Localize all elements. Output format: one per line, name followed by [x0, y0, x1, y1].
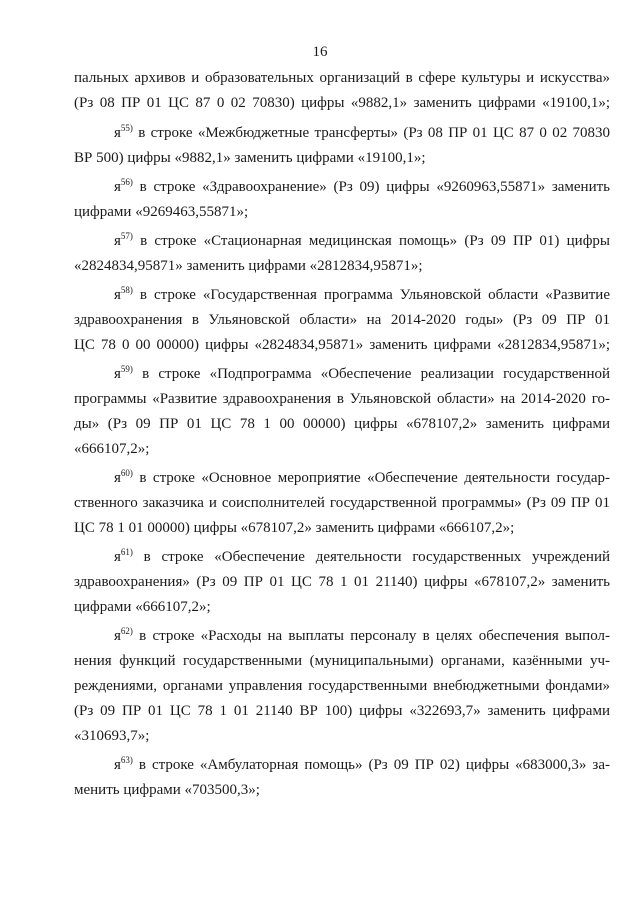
- text-line: здравоохранения» (Рз 09 ПР 01 ЦС 78 1 01 21140) цифры «678107,2» заменить: [74, 574, 610, 590]
- item-number: 62): [120, 626, 133, 636]
- text-line: цифрами «666107,2»;: [74, 599, 211, 615]
- item-59-line: $я^{59)}$ в строке «Подпрограмма «Обеспечение реализации государственной: [114, 364, 610, 382]
- item-number: 61): [120, 547, 133, 557]
- item-60-line: $я^{60)}$ в строке «Основное мероприятие «Обеспечение деятельности государ-: [114, 468, 610, 486]
- text-line: «310693,7»;: [74, 728, 150, 744]
- text-line: (Рз 08 ПР 01 ЦС 87 0 02 70830) цифры «9882,1» заменить цифрами «19100,1»;: [74, 95, 610, 111]
- item-number: 63): [120, 755, 133, 765]
- item-number: 59): [120, 364, 133, 374]
- text-line: менить цифрами «703500,3»;: [74, 782, 260, 798]
- text-line: ственного заказчика и соисполнителей государственной программы» (Рз 09 ПР 01: [74, 495, 610, 511]
- item-58-line: $я^{58)}$ в строке «Государственная программа Ульяновской области «Развитие: [114, 285, 610, 303]
- page-number: 16: [312, 44, 328, 60]
- text-line: реждениями, органами управления государственными внебюджетными фондами»: [74, 678, 610, 694]
- text-line: пальных архивов и образовательных организаций в сфере культуры и искусства»: [74, 70, 610, 86]
- item-number: 58): [120, 285, 133, 295]
- text-line: ЦС 78 0 00 00000) цифры «2824834,95871» заменить цифрами «2812834,95871»;: [74, 337, 610, 353]
- text-line: ЦС 78 1 01 00000) цифры «678107,2» заменить цифрами «666107,2»;: [74, 520, 515, 536]
- text-line: ды» (Рз 09 ПР 01 ЦС 78 1 00 00000) цифры «678107,2» заменить цифрами: [74, 416, 610, 432]
- item-55-line: $я^{55)}$ в строке «Межбюджетные трансферты» (Рз 08 ПР 01 ЦС 87 0 02 70830: [114, 123, 610, 141]
- item-56-line: $я^{56)}$ в строке «Здравоохранение» (Рз 09) цифры «9260963,55871» заменить: [114, 177, 610, 195]
- text-line: нения функций государственными (муниципальными) органами, казёнными уч-: [74, 653, 610, 669]
- item-number: 55): [120, 123, 133, 133]
- text-line: ВР 500) цифры «9882,1» заменить цифрами «19100,1»;: [74, 150, 426, 166]
- item-number: 60): [120, 468, 133, 478]
- item-57-line: $я^{57)}$ в строке «Стационарная медицинская помощь» (Рз 09 ПР 01) цифры: [114, 231, 610, 249]
- text-line: цифрами «9269463,55871»;: [74, 204, 249, 220]
- item-number: 56): [120, 177, 133, 187]
- item-62-line: $я^{62)}$ в строке «Расходы на выплаты персоналу в целях обеспечения выпол-: [114, 626, 610, 644]
- text-line: «666107,2»;: [74, 441, 150, 457]
- text-line: здравоохранения в Ульяновской области» на 2014-2020 годы» (Рз 09 ПР 01: [74, 312, 610, 328]
- text-line: (Рз 09 ПР 01 ЦС 78 1 01 21140 ВР 100) цифры «322693,7» заменить цифрами: [74, 703, 610, 719]
- item-61-line: $я^{61)}$ в строке «Обеспечение деятельности государственных учреждений: [114, 547, 610, 565]
- item-number: 57): [120, 231, 133, 241]
- text-line: программы «Развитие здравоохранения в Ульяновской области» на 2014-2020 го-: [74, 391, 610, 407]
- item-63-line: $я^{63)}$ в строке «Амбулаторная помощь» (Рз 09 ПР 02) цифры «683000,3» за-: [114, 755, 610, 773]
- text-line: «2824834,95871» заменить цифрами «2812834,95871»;: [74, 258, 423, 274]
